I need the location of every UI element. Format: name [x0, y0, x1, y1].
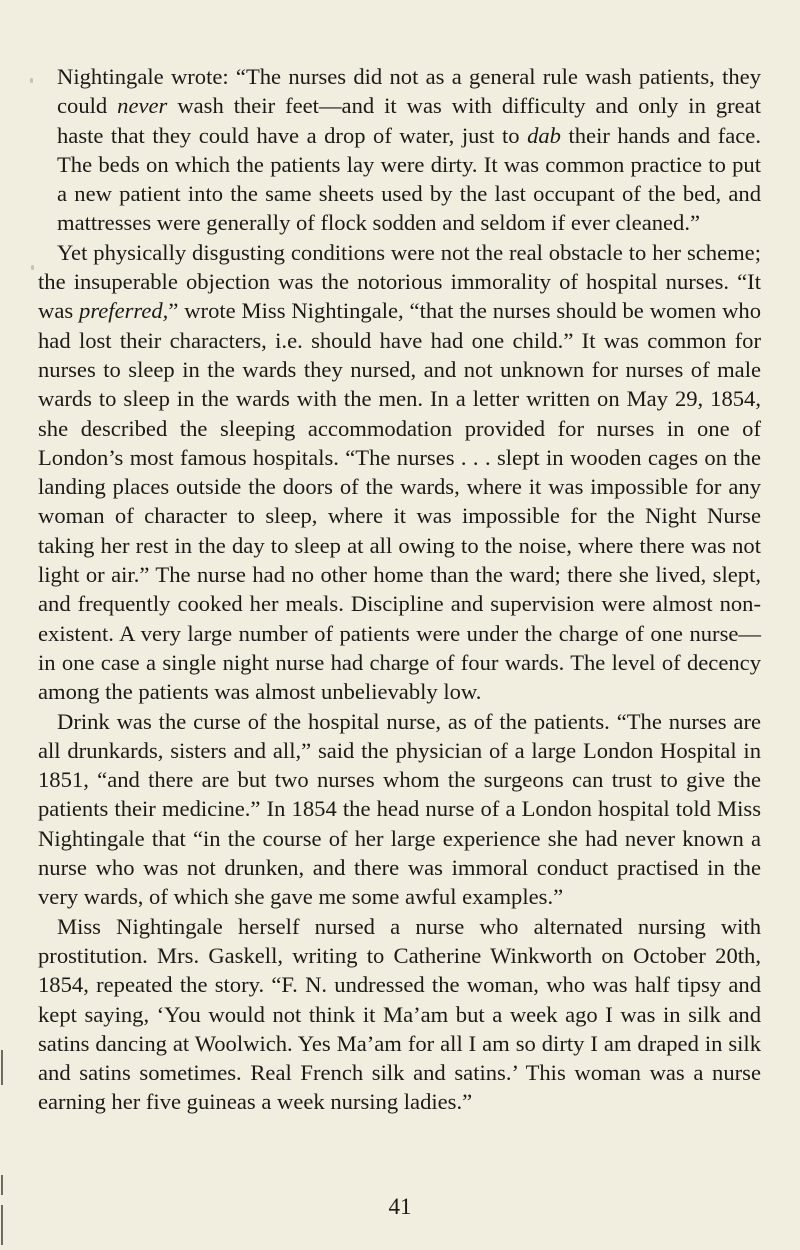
italic-run: never — [117, 93, 168, 119]
gutter-edge-mark — [1, 1050, 3, 1085]
text-run: their hands and face. The beds on which the patients lay were dirty. It was common practice to put a new patient into the same sheets used by the last occupant of the bed, and mattresses were generally of flock sodden and seldom if ever cleaned.” — [57, 122, 761, 236]
paragraph — [38, 238, 761, 707]
body-text — [38, 62, 761, 1117]
page-number: 41 — [388, 1194, 412, 1219]
paragraph — [38, 62, 761, 238]
text-run: ” wrote Miss Nightingale, “that the nurses should be women who had lost their characters, i.e. should have had one child.” It was common for nurses to sleep in the wards they nursed, and not unknown for nurses of male wards to sleep in the wards with the men. In a letter written on May 29, 1854, she described the sleeping accommodation provided for nurses in one of London’s most famous hospitals. “The nurses . . . slept in wooden cages on the landing places outside the doors of the wards, where it was impossible for any woman of character to sleep, where it was impossible for the Night Nurse taking her rest in the day to sleep at all owing to the noise, where there was not light or air.” The nurse had no other home than the ward; there she lived, slept, and frequently cooked her meals. Discipline and supervision were almost non-existent. A very large number of patients were under the charge of one nurse—in one case a single night nurse had charge of four wards. The level of decency among the patients was almost unbelievably low. — [38, 298, 761, 705]
text-run: Yet physically disgusting conditions were not the real obstacle to her scheme; the insuperable objection was the notorious immorality of hospital nurses. “It was — [38, 239, 761, 324]
paper-speck — [30, 78, 33, 83]
text-run: Nightingale wrote: “The nurses did not as a general rule wash patients, they could — [57, 64, 761, 119]
paragraph — [38, 707, 761, 912]
italic-run: dab — [527, 122, 561, 148]
text-run: Drink was the curse of the hospital nurse, as of the patients. “The nurses are all drunkards, sisters and all,” said the physician of a large London Hospital in 1851, “and there are but two nurses whom the surgeons can trust to give the patients their medicine.” In 1854 the head nurse of a London hospital told Miss Nightingale that “in the course of her large experience she had never known a nurse who was not drunken, and there was immoral conduct practised in the very wards, of which she gave me some awful examples.” — [38, 708, 761, 910]
paragraph — [38, 912, 761, 1117]
paper-speck — [31, 265, 34, 270]
text-run: Miss Nightingale herself nursed a nurse who alternated nursing with prostitution. Mrs. Gaskell, writing to Catherine Winkworth on October 20th, 1854, repeated the story. “F. N. undressed the woman, who was half tipsy and kept saying, ‘You would not think it Ma’am but a week ago I was in silk and satins dancing at Woolwich. Yes Ma’am for all I am so dirty I am draped in silk and satins sometimes. Real French silk and satins.’ This woman was a nurse earning her five guineas a week nursing ladies.” — [38, 913, 761, 1115]
gutter-edge-mark — [1, 1175, 3, 1195]
text-run: wash their feet—and it was with difficulty and only in great haste that they could have a drop of water, just to — [57, 93, 761, 148]
italic-run: preferred, — [79, 298, 169, 324]
